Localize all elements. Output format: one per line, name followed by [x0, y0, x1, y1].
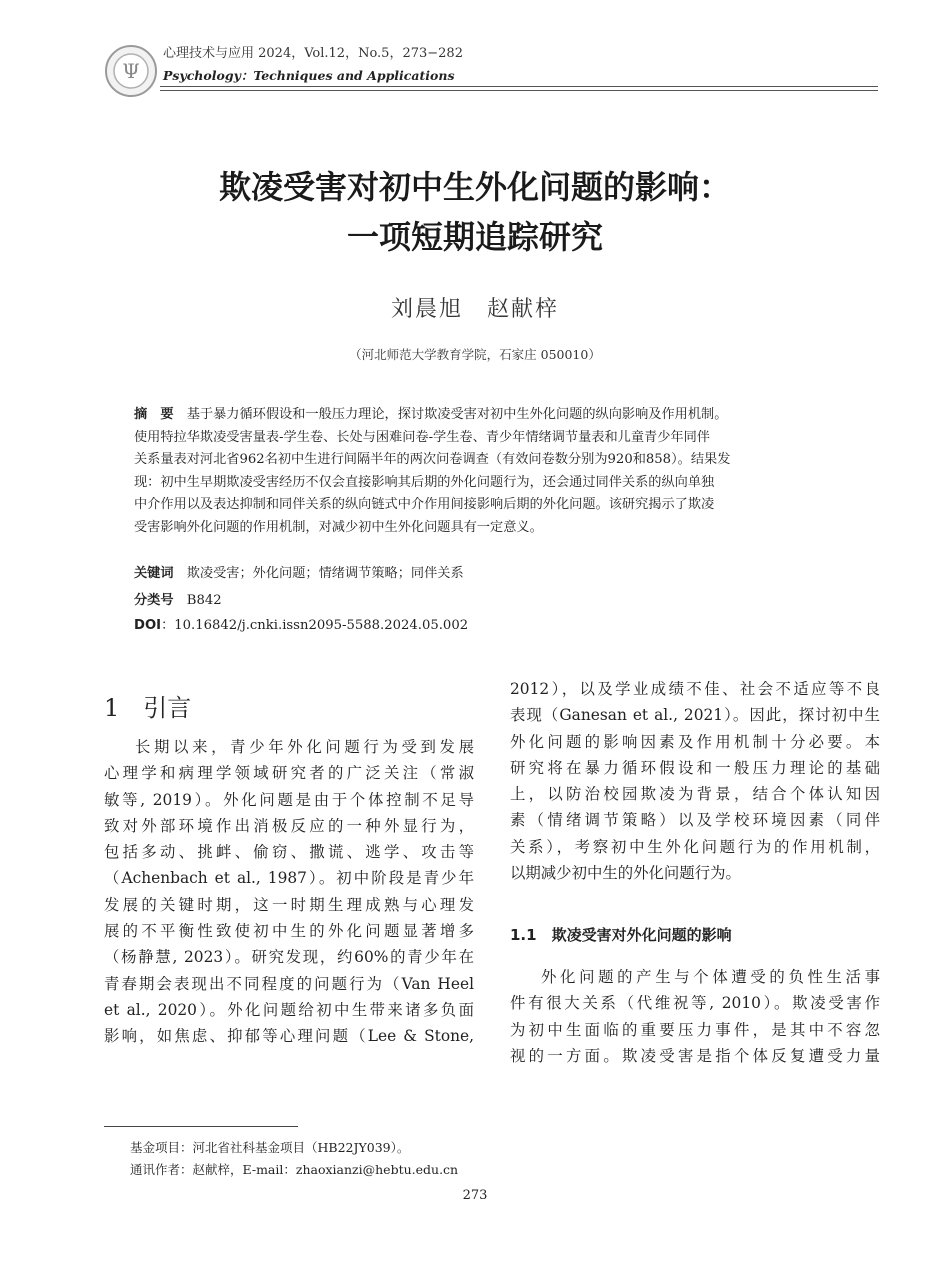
body-line: 包括多动、挑衅、偷窃、撒谎、逃学、攻击等	[104, 843, 474, 862]
subsection-text	[510, 964, 880, 1069]
body-line: 长期以来，青少年外化问题行为受到发展	[135, 738, 474, 756]
body-line: 外化问题的产生与个体遭受的负性生活事	[541, 968, 880, 986]
body-line: 外化问题的影响因素及作用机制十分必要。本	[510, 732, 880, 751]
header-rule-thin	[160, 90, 878, 91]
subsection-heading-1-1: 1.1 欺凌受害对外化问题的影响	[510, 926, 732, 944]
abstract-line: 现：初中生早期欺凌受害经历不仅会直接影响其后期的外化问题行为，还会通过同伴关系的纵向单独	[134, 474, 715, 490]
body-line: 关系），考察初中生外化问题行为的作用机制，	[510, 837, 880, 856]
abstract	[134, 404, 858, 539]
doi-label: DOI	[134, 618, 162, 633]
journal-english-name: Psychology：Techniques and Applications	[163, 68, 455, 83]
body-line: 件有很大关系（代维祝等, 2010）。欺凌受害作	[510, 994, 880, 1013]
body-line: （杨静慧, 2023）。研究发现，约60%的青少年在	[104, 948, 474, 967]
journal-citation: 心理技术与应用 2024，Vol.12，No.5，273−282	[163, 46, 463, 61]
abstract-line: 受害影响外化问题的作用机制，对减少初中生外化问题具有一定意义。	[134, 519, 543, 535]
body-line: 心理学和病理学领域研究者的广泛关注（常淑	[104, 764, 474, 783]
page-number: 273	[462, 1188, 488, 1203]
doi-value: ：10.16842/j.cnki.issn2095-5588.2024.05.002	[161, 618, 469, 633]
left-column-text	[104, 734, 474, 1050]
body-line: 展的不平衡性致使初中生的外化问题显著增多	[104, 922, 474, 941]
affiliation: （河北师范大学教育学院，石家庄 050010）	[349, 347, 601, 362]
footnote-corresponding-author: 通讯作者：赵献梓，E-mail：zhaoxianzi@hebtu.edu.cn	[130, 1162, 459, 1177]
body-line: 发展的关键时期，这一时期生理成熟与心理发	[104, 895, 474, 914]
keywords	[134, 562, 464, 581]
body-line: et al., 2020）。外化问题给初中生带来诸多负面	[104, 1000, 474, 1019]
abstract-line: 关系量表对河北省962名初中生进行间隔半年的两次问卷调查（有效问卷数分别为920和858）。结果发	[134, 452, 731, 467]
body-line: 视的一方面。欺凌受害是指个体反复遭受力量	[510, 1046, 880, 1065]
abstract-line: 基于暴力循环假设和一般压力理论，探讨欺凌受害对初中生外化问题的纵向影响及作用机制。	[186, 407, 728, 422]
body-line: 研究将在暴力循环假设和一般压力理论的基础	[510, 758, 880, 777]
header-rule-thick	[160, 86, 878, 87]
keywords-value: 欺凌受害；外化问题；情绪调节策略；同伴关系	[186, 566, 464, 581]
logo-psi-glyph: Ψ	[122, 59, 140, 83]
footnote-rule	[104, 1126, 298, 1127]
section-heading-introduction: 1 引言	[104, 694, 192, 722]
footnote-fund: 基金项目：河北省社科基金项目（HB22JY039）。	[130, 1140, 410, 1155]
body-line: 表现（Ganesan et al., 2021）。因此，探讨初中生	[510, 706, 880, 725]
body-line: 影响，如焦虑、抑郁等心理问题（Lee & Stone,	[104, 1027, 474, 1046]
doi	[134, 614, 468, 633]
body-line: 青春期会表现出不同程度的问题行为（Van Heel	[104, 974, 474, 993]
classification	[134, 589, 222, 608]
body-line: 致对外部环境作出消极反应的一种外显行为，	[104, 816, 474, 835]
body-line: （Achenbach et al., 1987）。初中阶段是青少年	[104, 869, 474, 888]
abstract-label: 摘 要	[134, 407, 174, 422]
journal-logo	[104, 44, 158, 98]
body-line: 以期减少初中生的外化问题行为。	[510, 864, 741, 883]
paper-title-line2: 一项短期追踪研究	[346, 218, 603, 256]
body-line: 为初中生面临的重要压力事件，是其中不容忽	[510, 1020, 880, 1039]
abstract-line: 使用特拉华欺凌受害量表-学生卷、长处与困难问卷-学生卷、青少年情绪调节量表和儿童青少年同伴	[134, 429, 710, 445]
body-line: 上，以防治校园欺凌为背景，结合个体认知因	[510, 785, 880, 804]
paper-title-line1: 欺凌受害对初中生外化问题的影响：	[218, 168, 731, 206]
body-line: 素（情绪调节策略）以及学校环境因素（同伴	[510, 811, 880, 830]
body-line: 2012），以及学业成绩不佳、社会不适应等不良	[510, 680, 880, 698]
authors: 刘晨旭 赵献梓	[390, 297, 559, 322]
body-line: 敏等, 2019）。外化问题是由于个体控制不足导	[104, 790, 474, 809]
classification-value: B842	[186, 593, 222, 608]
keywords-label: 关键词	[134, 566, 174, 581]
abstract-line: 中介作用以及表达抑制和同伴关系的纵向链式中介作用间接影响后期的外化问题。该研究揭示了欺凌	[134, 497, 715, 512]
classification-label: 分类号	[134, 593, 174, 608]
right-column-text	[510, 676, 880, 886]
